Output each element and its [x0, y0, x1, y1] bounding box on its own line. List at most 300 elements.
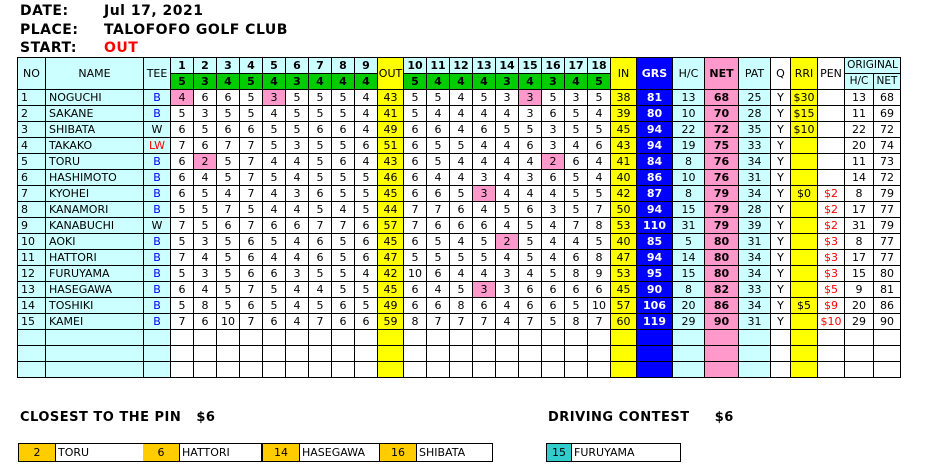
- empty-cell: [845, 362, 874, 378]
- hole-score: 3: [542, 122, 565, 138]
- hole-score: 4: [542, 250, 565, 266]
- hole-number: 3: [217, 58, 240, 74]
- hole-score: 5: [427, 234, 450, 250]
- hole-number: 8: [332, 58, 355, 74]
- player-tee: B: [144, 202, 171, 218]
- hole-score: 5: [240, 202, 263, 218]
- par-value: 5: [171, 74, 194, 90]
- hole-score: 10: [404, 266, 427, 282]
- par-value: 4: [427, 74, 450, 90]
- hole-score: 7: [240, 170, 263, 186]
- net-score: 80: [705, 266, 739, 282]
- empty-cell: [217, 346, 240, 362]
- empty-cell: [144, 330, 171, 346]
- hole-score: 5: [194, 186, 217, 202]
- gross-score: 106: [637, 298, 673, 314]
- hole-number: 10: [404, 58, 427, 74]
- hole-score: 5: [588, 122, 611, 138]
- hole-score: 6: [240, 250, 263, 266]
- hole-score: 5: [309, 202, 332, 218]
- hole-score: 6: [473, 122, 496, 138]
- empty-cell: [46, 362, 144, 378]
- hole-score: 7: [332, 218, 355, 234]
- closest-to-pin-title: [20, 410, 215, 425]
- player-tee: B: [144, 234, 171, 250]
- out-total: 57: [378, 218, 404, 234]
- empty-cell: [263, 330, 286, 346]
- par-value: 4: [309, 74, 332, 90]
- putts: 39: [739, 218, 771, 234]
- original-net: 73: [874, 154, 901, 170]
- original-hc: 8: [845, 234, 874, 250]
- empty-cell: [473, 330, 496, 346]
- empty-cell: [309, 362, 332, 378]
- rri-amount: [791, 282, 818, 298]
- hole-score: 5: [332, 90, 355, 106]
- hole-score: 2: [542, 154, 565, 170]
- place-value: TALOFOFO GOLF CLUB: [104, 22, 288, 38]
- empty-cell: [46, 330, 144, 346]
- hole-score: 5: [309, 154, 332, 170]
- empty-cell: [818, 330, 845, 346]
- empty-cell: [705, 346, 739, 362]
- par-value: 4: [450, 74, 473, 90]
- empty-cell: [18, 346, 46, 362]
- net-score: 79: [705, 186, 739, 202]
- empty-cell: [542, 330, 565, 346]
- original-net: 77: [874, 234, 901, 250]
- header-orig-net: NET: [874, 74, 901, 90]
- original-hc: 31: [845, 218, 874, 234]
- hole-score: 4: [588, 170, 611, 186]
- empty-cell: [450, 346, 473, 362]
- hole-score: 6: [355, 234, 378, 250]
- hole-number: 11: [427, 58, 450, 74]
- hole-score: 6: [263, 266, 286, 282]
- hole-score: 5: [355, 186, 378, 202]
- original-net: 77: [874, 250, 901, 266]
- player-name: AOKI: [46, 234, 144, 250]
- player-row: [18, 122, 901, 138]
- hole-score: 5: [263, 298, 286, 314]
- hole-score: 6: [588, 138, 611, 154]
- empty-cell: [144, 362, 171, 378]
- putts: 34: [739, 250, 771, 266]
- player-row: [18, 266, 901, 282]
- empty-cell: [673, 346, 705, 362]
- hole-score: 3: [519, 106, 542, 122]
- hole-score: 5: [355, 170, 378, 186]
- putts: 31: [739, 170, 771, 186]
- out-total: 43: [378, 154, 404, 170]
- header-hc: H/C: [673, 58, 705, 90]
- hole-number: 17: [565, 58, 588, 74]
- rri-amount: [791, 138, 818, 154]
- qualified-flag: Y: [771, 234, 791, 250]
- gross-score: 84: [637, 154, 673, 170]
- hole-score: 4: [473, 154, 496, 170]
- hole-score: 5: [404, 90, 427, 106]
- hole-score: 6: [217, 218, 240, 234]
- hole-score: 2: [496, 234, 519, 250]
- hole-score: 4: [496, 186, 519, 202]
- empty-row: [18, 346, 901, 362]
- qualified-flag: Y: [771, 122, 791, 138]
- hole-score: 6: [450, 218, 473, 234]
- player-row: [18, 234, 901, 250]
- handicap: 29: [673, 314, 705, 330]
- hole-score: 4: [496, 298, 519, 314]
- player-tee: B: [144, 106, 171, 122]
- hole-number: 15: [519, 58, 542, 74]
- hole-score: 4: [542, 186, 565, 202]
- empty-cell: [611, 330, 637, 346]
- player-row: [18, 282, 901, 298]
- empty-cell: [673, 362, 705, 378]
- hole-score: 6: [542, 170, 565, 186]
- hole-number: 18: [588, 58, 611, 74]
- player-tee: B: [144, 170, 171, 186]
- penalty-amount: [818, 122, 845, 138]
- hole-score: 3: [194, 106, 217, 122]
- hole-score: 5: [496, 202, 519, 218]
- hole-score: 6: [171, 186, 194, 202]
- date-line: [20, 3, 204, 19]
- empty-cell: [144, 346, 171, 362]
- hole-score: 7: [473, 314, 496, 330]
- header-grs: GRS: [637, 58, 673, 90]
- qualified-flag: Y: [771, 90, 791, 106]
- empty-cell: [309, 346, 332, 362]
- penalty-amount: $2: [818, 186, 845, 202]
- hole-score: 3: [473, 170, 496, 186]
- empty-cell: [240, 346, 263, 362]
- hole-score: 6: [404, 154, 427, 170]
- empty-cell: [791, 330, 818, 346]
- hole-score: 5: [240, 106, 263, 122]
- hole-score: 6: [427, 298, 450, 314]
- hole-score: 9: [588, 266, 611, 282]
- out-total: 42: [378, 266, 404, 282]
- gross-score: 94: [637, 202, 673, 218]
- penalty-amount: $3: [818, 250, 845, 266]
- empty-cell: [588, 346, 611, 362]
- player-row: [18, 218, 901, 234]
- original-net: 74: [874, 138, 901, 154]
- par-value: 4: [565, 74, 588, 90]
- in-total: 60: [611, 314, 637, 330]
- hole-score: 4: [496, 314, 519, 330]
- hole-score: 6: [519, 282, 542, 298]
- gross-score: 80: [637, 106, 673, 122]
- net-score: 76: [705, 170, 739, 186]
- hole-score: 8: [404, 314, 427, 330]
- hole-score: 3: [496, 282, 519, 298]
- in-total: 47: [611, 250, 637, 266]
- hole-score: 5: [404, 106, 427, 122]
- hole-score: 4: [263, 186, 286, 202]
- hole-score: 6: [427, 266, 450, 282]
- hole-score: 6: [171, 122, 194, 138]
- closest-hole: 16: [380, 444, 417, 461]
- hole-number: 14: [496, 58, 519, 74]
- player-tee: B: [144, 266, 171, 282]
- hole-score: 7: [240, 218, 263, 234]
- empty-cell: [404, 330, 427, 346]
- qualified-flag: Y: [771, 282, 791, 298]
- empty-cell: [673, 330, 705, 346]
- par-value: 3: [542, 74, 565, 90]
- in-total: 38: [611, 90, 637, 106]
- hole-score: 5: [332, 170, 355, 186]
- header-pen: PEN: [818, 58, 845, 90]
- empty-cell: [791, 362, 818, 378]
- hole-score: 5: [332, 138, 355, 154]
- handicap: 8: [673, 154, 705, 170]
- header-q: Q: [771, 58, 791, 90]
- closest-label: CLOSEST TO THE PIN: [20, 410, 182, 425]
- hole-score: 4: [450, 154, 473, 170]
- out-total: 45: [378, 186, 404, 202]
- original-hc: 13: [845, 90, 874, 106]
- player-no: 5: [18, 154, 46, 170]
- handicap: 15: [673, 266, 705, 282]
- hole-score: 6: [427, 218, 450, 234]
- original-hc: 20: [845, 298, 874, 314]
- player-tee: W: [144, 218, 171, 234]
- penalty-amount: $2: [818, 202, 845, 218]
- handicap: 5: [673, 234, 705, 250]
- empty-cell: [611, 362, 637, 378]
- hole-score: 6: [519, 298, 542, 314]
- in-total: 53: [611, 218, 637, 234]
- rri-amount: $30: [791, 90, 818, 106]
- empty-cell: [542, 346, 565, 362]
- hole-score: 5: [519, 250, 542, 266]
- gross-score: 94: [637, 122, 673, 138]
- place-label: PLACE:: [20, 22, 79, 38]
- empty-cell: [404, 346, 427, 362]
- hole-score: 5: [427, 154, 450, 170]
- empty-cell: [378, 346, 404, 362]
- empty-cell: [355, 346, 378, 362]
- hole-score: 6: [450, 202, 473, 218]
- hole-score: 4: [496, 154, 519, 170]
- hole-score: 4: [450, 170, 473, 186]
- handicap: 22: [673, 122, 705, 138]
- gross-score: 95: [637, 266, 673, 282]
- player-no: 3: [18, 122, 46, 138]
- empty-cell: [171, 330, 194, 346]
- hole-score: 4: [355, 106, 378, 122]
- original-net: 68: [874, 90, 901, 106]
- hole-score: 5: [427, 250, 450, 266]
- hole-score: 4: [309, 282, 332, 298]
- hole-score: 6: [286, 218, 309, 234]
- rri-amount: $15: [791, 106, 818, 122]
- hole-score: 6: [473, 218, 496, 234]
- net-score: 80: [705, 234, 739, 250]
- qualified-flag: Y: [771, 266, 791, 282]
- player-no: 7: [18, 186, 46, 202]
- driving-prize: $6: [714, 410, 734, 425]
- putts: 33: [739, 282, 771, 298]
- hole-score: 8: [450, 298, 473, 314]
- rri-amount: [791, 154, 818, 170]
- original-hc: 8: [845, 186, 874, 202]
- hole-score: 5: [332, 250, 355, 266]
- hole-score: 5: [194, 202, 217, 218]
- hole-score: 5: [450, 250, 473, 266]
- qualified-flag: Y: [771, 154, 791, 170]
- hole-score: 4: [194, 170, 217, 186]
- hole-score: 5: [309, 90, 332, 106]
- qualified-flag: Y: [771, 170, 791, 186]
- empty-cell: [378, 330, 404, 346]
- original-net: 79: [874, 186, 901, 202]
- rri-amount: [791, 234, 818, 250]
- closest-winner: [143, 443, 262, 462]
- hole-score: 4: [286, 298, 309, 314]
- hole-score: 3: [542, 202, 565, 218]
- empty-cell: [240, 330, 263, 346]
- player-tee: B: [144, 154, 171, 170]
- empty-cell: [427, 330, 450, 346]
- putts: 28: [739, 202, 771, 218]
- hole-score: 5: [519, 234, 542, 250]
- hole-score: 5: [240, 90, 263, 106]
- rri-amount: $0: [791, 186, 818, 202]
- putts: 34: [739, 298, 771, 314]
- hole-score: 7: [240, 186, 263, 202]
- header-in: IN: [611, 58, 637, 90]
- start-line: [20, 40, 138, 56]
- player-no: 12: [18, 266, 46, 282]
- hole-score: 4: [450, 122, 473, 138]
- hole-score: 5: [263, 138, 286, 154]
- penalty-amount: $5: [818, 282, 845, 298]
- empty-cell: [739, 330, 771, 346]
- empty-cell: [519, 346, 542, 362]
- header-name: NAME: [46, 58, 144, 90]
- hole-score: 7: [404, 218, 427, 234]
- empty-cell: [771, 330, 791, 346]
- hole-score: 5: [171, 234, 194, 250]
- in-total: 50: [611, 202, 637, 218]
- closest-name: SHIBATA: [419, 446, 466, 459]
- player-name: TAKAKO: [46, 138, 144, 154]
- putts: 35: [739, 122, 771, 138]
- hole-score: 5: [473, 250, 496, 266]
- hole-score: 3: [519, 90, 542, 106]
- hole-number: 6: [286, 58, 309, 74]
- hole-number: 7: [309, 58, 332, 74]
- hole-score: 6: [404, 170, 427, 186]
- hole-score: 6: [473, 298, 496, 314]
- hole-number: 1: [171, 58, 194, 74]
- qualified-flag: Y: [771, 218, 791, 234]
- closest-name: HATTORI: [182, 446, 230, 459]
- hole-score: 6: [542, 298, 565, 314]
- hole-score: 6: [171, 282, 194, 298]
- original-net: 90: [874, 314, 901, 330]
- hole-score: 8: [565, 314, 588, 330]
- out-total: 45: [378, 234, 404, 250]
- hole-score: 5: [450, 282, 473, 298]
- hole-score: 4: [286, 154, 309, 170]
- hole-score: 4: [263, 250, 286, 266]
- empty-cell: [171, 362, 194, 378]
- hole-score: 7: [450, 314, 473, 330]
- empty-cell: [496, 330, 519, 346]
- player-no: 15: [18, 314, 46, 330]
- hole-score: 5: [263, 170, 286, 186]
- hole-score: 5: [171, 266, 194, 282]
- penalty-amount: $9: [818, 298, 845, 314]
- empty-cell: [705, 330, 739, 346]
- empty-cell: [771, 346, 791, 362]
- gross-score: 94: [637, 250, 673, 266]
- out-total: 44: [378, 202, 404, 218]
- handicap: 10: [673, 170, 705, 186]
- player-row: [18, 106, 901, 122]
- in-total: 57: [611, 298, 637, 314]
- hole-score: 5: [565, 186, 588, 202]
- net-score: 79: [705, 202, 739, 218]
- hole-score: 6: [263, 218, 286, 234]
- original-hc: 29: [845, 314, 874, 330]
- putts: 28: [739, 106, 771, 122]
- hole-number: 5: [263, 58, 286, 74]
- hole-score: 4: [263, 202, 286, 218]
- hole-score: 5: [286, 122, 309, 138]
- header-orig-hc: H/C: [845, 74, 874, 90]
- player-no: 10: [18, 234, 46, 250]
- handicap: 8: [673, 282, 705, 298]
- player-tee: B: [144, 282, 171, 298]
- empty-cell: [739, 346, 771, 362]
- hole-score: 5: [565, 170, 588, 186]
- hole-score: 3: [519, 170, 542, 186]
- hole-score: 6: [171, 170, 194, 186]
- handicap: 15: [673, 202, 705, 218]
- rri-amount: [791, 218, 818, 234]
- empty-cell: [637, 346, 673, 362]
- hole-score: 8: [588, 250, 611, 266]
- hole-score: 4: [427, 282, 450, 298]
- qualified-flag: Y: [771, 106, 791, 122]
- qualified-flag: Y: [771, 186, 791, 202]
- start-label: START:: [20, 40, 77, 56]
- gross-score: 110: [637, 218, 673, 234]
- hole-score: 5: [332, 282, 355, 298]
- player-row: [18, 170, 901, 186]
- hole-score: 4: [519, 186, 542, 202]
- hole-score: 5: [194, 122, 217, 138]
- hole-score: 6: [309, 122, 332, 138]
- hole-score: 6: [542, 106, 565, 122]
- hole-number: 16: [542, 58, 565, 74]
- hole-score: 4: [473, 138, 496, 154]
- out-total: 43: [378, 90, 404, 106]
- hole-score: 4: [496, 250, 519, 266]
- hole-score: 5: [171, 106, 194, 122]
- empty-cell: [771, 362, 791, 378]
- header-out: OUT: [378, 58, 404, 90]
- hole-score: 6: [332, 122, 355, 138]
- in-total: 43: [611, 138, 637, 154]
- hole-score: 8: [194, 298, 217, 314]
